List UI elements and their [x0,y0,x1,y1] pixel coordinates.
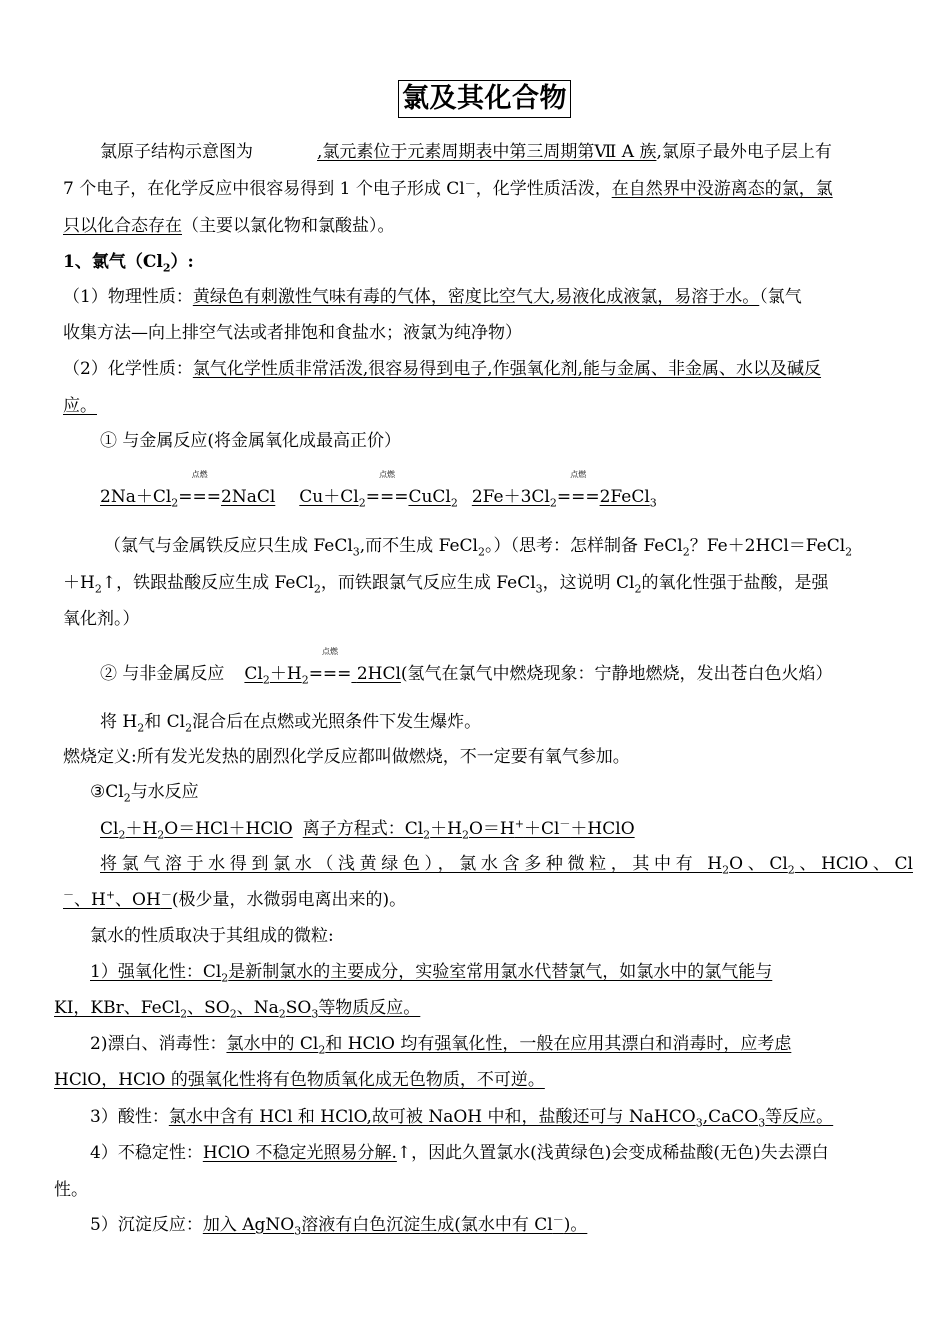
subscript: 2 [123,791,131,805]
label-text: 4）不稳定性： [90,1143,203,1163]
equation-text: CuCl [408,487,451,507]
subscript: 2 [634,582,642,596]
body-text: 燃烧定义:所有发光发热的剧烈化学反应都叫做燃烧，不一定要有氧气参加。 [63,747,630,767]
chlorine-water-properties-heading [90,925,334,947]
subscript: 2 [423,828,431,842]
equation-text: ＋HClO [570,819,635,839]
body-text: ② 与非金属反应 [100,664,225,684]
subscript: 2 [137,721,145,735]
subscript: 2 [845,545,853,559]
body-text: 将氯气溶于水得到氯水（浅黄绿色），氯水含多种微粒，其中有 H [100,854,723,874]
body-text: ,CaCO [702,1107,759,1127]
property-3-line [90,1106,833,1128]
body-text: 和 Cl [144,712,186,732]
property-2-line-2 [54,1069,545,1091]
reaction-water-heading [90,781,199,803]
subscript: 2 [162,261,171,275]
label-text: 2)漂白、消毒性： [90,1034,227,1054]
body-text: 是新制氯水的主要成分，实验室常用氯水代替氯气，如氯水中的氯气能与 [228,962,773,982]
equation-text: ＋H [269,664,302,684]
subscript: 2 [318,1043,326,1057]
body-text: 的氧化性强于盐酸，是强 [641,573,829,593]
heading-text: ）: [170,252,194,272]
body-text: 氯水中的 Cl [226,1034,319,1054]
label-text: （1）物理性质： [63,287,193,307]
condition-label: 点燃 [191,470,208,479]
body-text: 等物质反应。 [318,998,421,1018]
section-heading [63,251,194,273]
body-text: 、HClO、Cl [794,854,913,874]
body-text: 氯水的性质取决于其组成的微粒: [90,926,334,946]
body-text: 、Na [236,998,279,1018]
property-4-line-2 [54,1179,88,1201]
equation-text: Cl [244,664,263,684]
superscript: － [552,1213,564,1227]
equation-text: 2Na＋Cl [100,487,172,507]
label-text: 5）沉淀反应： [90,1215,203,1235]
intro-text: 氯原子结构示意图为 [100,142,253,162]
underlined-text [202,1213,588,1238]
subscript: 2 [94,582,102,596]
body-text: HClO 不稳定光照易分解. [202,1143,397,1163]
iron-note-line-1 [104,535,912,557]
equation-sign [556,470,600,508]
equation-text: O＝HCl＋HClO [164,819,293,839]
subscript: 3 [352,545,360,559]
intro-text: 只以化合态存在 [63,216,182,236]
intro-text: ，化学性质活泼， [475,179,612,199]
water-equation [100,818,635,840]
subscript: 2 [185,721,193,735]
subscript: 3 [758,1116,766,1130]
equation [244,647,401,687]
intro-line-1 [100,141,832,163]
equation-text: 离子方程式：Cl [302,819,424,839]
subscript: 3 [294,1224,302,1238]
body-text: ① 与金属反应(将金属氧化成最高正价） [100,431,402,451]
subscript: 2 [722,863,730,877]
body-text: (极少量，水微弱电离出来的)。 [171,890,407,910]
property-1-line-1 [90,961,772,983]
explosion-line [100,711,481,733]
body-text: 氯气化学性质非常活泼,很容易得到电子,作强氧化剂,能与金属、非金属、水以及碱反 [192,359,822,379]
intro-text: ,氯原子最外电子层上有 [656,142,832,162]
equals-sign: === [308,664,352,684]
label-text: 3）酸性： [90,1107,169,1127]
property-1-line-2 [54,997,420,1019]
equation-sign [365,470,409,508]
subscript: 2 [278,1007,286,1021]
subscript: 3 [311,1007,319,1021]
body-text: (氢气在氯气中燃烧现象：宁静地燃烧，发出苍白色火焰） [400,664,833,684]
subscript: 2 [787,863,795,877]
subscript: 2 [118,828,126,842]
intro-line-2 [63,178,833,200]
iron-note-line-2 [63,572,829,594]
body-text: ？Fe＋2HCl＝FeCl [689,536,846,556]
body-text: ③Cl [90,782,124,802]
condition-label: 点燃 [322,647,339,656]
body-text: 将 H [100,712,138,732]
body-text: ,而不生成 FeCl [359,536,478,556]
superscript: － [160,888,172,902]
metal-equations [100,470,657,510]
superscript: + [514,817,524,831]
ion-list [63,890,172,910]
physical-properties-line [63,286,802,308]
combustion-definition [63,746,630,768]
body-text: 和 HClO 均有强氧化性，一般在应用其漂白和消毒时，应考虑 [325,1034,792,1054]
body-text: 、H [74,890,106,910]
reaction-nonmetal-line [100,647,833,687]
chemical-properties-line [63,358,821,380]
intro-text: 在自然界中没游离态的氯，氯 [611,179,833,199]
equation-text: Cl [100,819,119,839]
equation-text: O＝H [468,819,515,839]
underlined-text [226,1034,792,1057]
body-text: 加入 AgNO [202,1215,295,1235]
subscript: 2 [157,828,165,842]
physical-properties-line-2 [63,322,522,344]
subscript: 2 [549,496,557,510]
subscript: 3 [535,582,543,596]
superscript: － [63,888,74,902]
body-text: 1）强氧化性：Cl [90,962,222,982]
body-text: ↑，铁跟盐酸反应生成 FeCl [101,573,314,593]
chlorine-water-line-2 [63,889,406,911]
body-text: 氧化剂。） [63,609,140,629]
subscript: 2 [461,828,469,842]
subscript: 2 [477,545,485,559]
body-text: ，这说明 Cl [542,573,635,593]
superscript: + [105,888,116,902]
body-text: （氯气 [759,287,802,307]
body-text: ＋H [63,573,95,593]
equals-sign: === [556,487,600,507]
chemical-properties-line-2 [63,395,97,417]
chlorine-water-line-1 [100,853,913,875]
body-text: 收集方法—向上排空气法或者排饱和食盐水；液氯为纯净物） [63,323,522,343]
equation-sign [308,647,352,685]
body-text: 应。 [63,396,97,416]
subscript: 3 [649,496,657,510]
body-text: 混合后在点燃或光照条件下发生爆炸。 [192,712,482,732]
page-title: 氯及其化合物 [398,80,571,118]
body-text: )。 [563,1215,588,1235]
property-2-line-1 [90,1033,791,1055]
label-text: （2）化学性质： [63,359,193,379]
equation-text: ＋H [430,819,462,839]
intro-text: 7 个电子，在化学反应中很容易得到 1 个电子形成 Cl [63,179,465,199]
condition-label: 点燃 [379,470,396,479]
body-text: 黄绿色有刺激性气味有毒的气体，密度比空气大,易液化成液氯，易溶于水。 [192,287,760,307]
subscript: 2 [301,673,309,687]
reaction-metal-heading [100,430,401,452]
equation-text: 2Fe＋3Cl [471,487,550,507]
condition-label: 点燃 [570,470,587,479]
body-text: 、SO [187,998,230,1018]
body-text: HClO，HClO 的强氧化性将有色物质氧化成无色物质，不可逆。 [54,1070,545,1090]
intro-text: ,氯元素位于元素周期表中第三周期第Ⅶ A 族 [317,142,657,162]
subscript: 2 [358,496,366,510]
superscript: － [464,177,476,191]
heading-text: 1、氯气（Cl [63,252,163,272]
property-4-line-1 [90,1142,829,1164]
body-text: ，而铁跟氯气反应生成 FeCl [320,573,536,593]
body-text: O、Cl [729,854,788,874]
body-text: 、OH [115,890,161,910]
underlined-text [168,1107,834,1130]
body-text: 性。 [54,1180,88,1200]
body-text: 氯水中含有 HCl 和 HClO,故可被 NaOH 中和，盐酸还可与 NaHCO [168,1107,696,1127]
subscript: 3 [695,1116,703,1130]
subscript: 2 [180,1007,188,1021]
equation-text: ＋Cl [523,819,560,839]
intro-text: （主要以氯化物和氯酸盐）。 [182,216,395,236]
subscript: 2 [682,545,690,559]
subscript: 2 [229,1007,237,1021]
justified-line [100,853,913,875]
equation-text: 2FeCl [599,487,650,507]
subscript: 2 [313,582,321,596]
property-5-line [90,1214,587,1236]
superscript: － [559,817,571,831]
equation-text: 2HCl [356,664,401,684]
subscript: 2 [450,496,458,510]
subscript: 2 [171,496,179,510]
equation-text: ＋H [125,819,158,839]
equation-text: Cu＋Cl [299,487,359,507]
body-text: 与水反应 [130,782,199,802]
intro-line-3 [63,215,395,237]
body-text: SO [285,998,312,1018]
body-text: ↑，因此久置氯水(浅黄绿色)会变成稀盐酸(无色)失去漂白 [396,1143,829,1163]
body-text: 等反应。 [765,1107,834,1127]
subscript: 2 [221,971,229,985]
subscript: 2 [262,673,270,687]
equation-sign [178,470,222,508]
body-text: 。）（思考：怎样制备 FeCl [484,536,683,556]
equals-sign: === [365,487,409,507]
iron-note-line-3 [63,608,140,630]
equals-sign: === [178,487,222,507]
body-text: 溶液有白色沉淀生成(氯水中有 Cl [301,1215,553,1235]
equation-text: 2NaCl [221,487,276,507]
body-text: KI，KBr、FeCl [54,998,181,1018]
body-text: （氯气与金属铁反应只生成 FeCl [104,536,353,556]
